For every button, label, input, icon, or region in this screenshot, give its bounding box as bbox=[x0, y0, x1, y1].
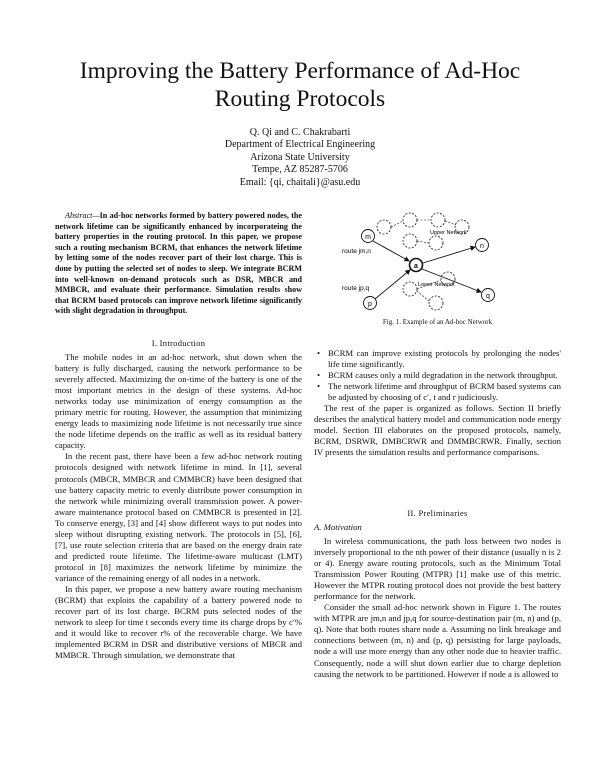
label-node-a: a bbox=[414, 263, 418, 270]
upper-node bbox=[429, 236, 443, 250]
label-node-p: p bbox=[368, 301, 372, 308]
label-node-m: m bbox=[365, 234, 371, 241]
organization-paragraph: The rest of the paper is organized as follows. Section II briefly describes the analytical battery model and communication node energy model. Section III elaborates on the proposed protocols, namely, BCRM, DSRWR, DMBCRWR and DMMBCRWR. Finally, section IV presents the simulation results and performance comparisons. bbox=[314, 403, 561, 458]
motivation-body bbox=[314, 536, 561, 680]
upper-node bbox=[403, 213, 417, 227]
label-upper-network: Upper Network bbox=[430, 230, 467, 236]
subsection-heading-motivation: A. Motivation bbox=[314, 522, 362, 532]
figure-adhoc-network bbox=[340, 211, 520, 317]
bullet-text: BCRM causes only a mild degradation in the network throughput. bbox=[328, 370, 558, 381]
bullet-icon: • bbox=[317, 381, 321, 392]
bullet-icon: • bbox=[317, 370, 321, 381]
bullet-icon: • bbox=[317, 348, 321, 358]
section-heading-introduction: I. Introduction bbox=[151, 338, 206, 348]
right-column-body bbox=[314, 348, 561, 458]
intro-paragraph: In this paper, we propose a new battery aware routing mechanism (BCRM) that exploits the capability of a battery powered node to recover part of its lost charge. BCRM puts selected nodes of the network to sleep for time t seconds every time its charge drops by c′% and it would like to recover r% of the recoverable charge. We have implemented BCRM in DSR and distributive versions of MBCR and MMBCR. Through simulation, we demonstrate that bbox=[55, 583, 302, 661]
section-heading-preliminaries: II. Preliminaries bbox=[407, 508, 468, 518]
label-route-mn: route jm,n bbox=[342, 248, 371, 255]
author-names: Q. Qi and C. Chakrabarti bbox=[249, 127, 351, 138]
abstract bbox=[55, 211, 302, 317]
title-line-2: Routing Protocols bbox=[214, 86, 386, 112]
label-node-n: n bbox=[480, 243, 484, 250]
bullet-item bbox=[314, 381, 561, 403]
label-route-pq: route jp,q bbox=[342, 285, 370, 292]
title-line-1: Improving the Battery Performance of Ad-Hoc bbox=[79, 58, 521, 84]
upper-node bbox=[431, 213, 445, 227]
lower-node bbox=[429, 296, 443, 310]
abstract-label: Abstract— bbox=[65, 211, 100, 220]
label-node-q: q bbox=[486, 293, 490, 300]
lower-node bbox=[403, 282, 417, 296]
paper-title bbox=[40, 57, 560, 113]
author-city: Tempe, AZ 85287-5706 bbox=[252, 164, 348, 176]
author-block bbox=[150, 127, 450, 189]
introduction-body bbox=[55, 352, 302, 661]
figure-caption: Fig. 1. Example of an Ad-hoc Network bbox=[382, 318, 493, 326]
intro-paragraph: In the recent past, there have been a few ad-hoc network routing protocols designed with network lifetime in mind. In [1], several protocols (MBCR, MMBCR and CMMBCR) have been designed that use battery capacity metric to evenly distribute power consumption in the network while minimizing overall transmission power. A power-aware maintenance protocol based on CMMBCR is presented in [2]. To conserve energy, [3] and [4] show different ways to put nodes into sleep without disrupting existing network. The protocols in [5], [6], [7], use route selection criteria that are based on the energy drain rate and predicted route lifetime. The lifetime-aware multicast (LMT) protocol in [8] maximizes the network lifetime by minimize the variance of the remaining energy of all nodes in a network. bbox=[55, 451, 302, 583]
motivation-paragraph: Consider the small ad-hoc network shown in Figure 1. The routes with MTPR are jm,n and jp,q for source-destination pair (m, n) and (p, q). Note that both routes share node a. Assuming no link breakage and connections between (m, n) and (p, q) persisting for large payloads, node a will use more energy than any other node due to heavier traffic. Consequently, node a will shut down earlier due to charge depletion causing the network to be partitioned. However if node a is allowed to bbox=[314, 602, 561, 679]
motivation-paragraph: In wireless communications, the path loss between two nodes is inversely proportional to the nth power of their distance (usually n is 2 or 4). Energy aware routing protocols, such as the Minimum Total Transmission Power Routing (MTPR) [1] make use of this metric. However the MTPR routing protocol does not provide the best battery performance for the network. bbox=[314, 536, 561, 602]
bullet-text: The network lifetime and throughput of BCRM based systems can be adjusted by choosing of c′, t and r judiciously. bbox=[328, 381, 561, 403]
author-univ: Arizona State University bbox=[250, 151, 350, 163]
network-diagram bbox=[340, 211, 520, 317]
upper-node bbox=[377, 220, 391, 234]
bullet-item bbox=[314, 370, 561, 381]
abstract-body: In ad-hoc networks formed by battery powered nodes, the network lifetime can be significantly enhanced by incorporateing the battery properties in the routing protocol. In this paper, we propose such a routing mechanism BCRM, that enhances the network lifetime by letting some of the nodes recover part of their lost charge. This is done by putting the selected set of nodes to sleep. We integrate BCRM into well-known on-demand protocols such as DSR, MBCR and MMBCR, and evaluate their performance. Simulation results show that BCRM based protocols can improve network lifetime significantly with slight degradation in throughput. bbox=[55, 211, 302, 316]
bullet-item bbox=[314, 348, 561, 370]
author-email: Email: {qi, chaitali}@asu.edu bbox=[239, 176, 361, 188]
author-dept: Department of Electrical Engineering bbox=[224, 139, 376, 151]
label-lower-network: Lower Network bbox=[418, 282, 455, 288]
bullet-text: BCRM can improve existing protocols by prolonging the nodes' life time significantly. bbox=[328, 348, 561, 370]
intro-paragraph: The mobile nodes in an ad-hoc network, shut down when the battery is fully discharged, causing the network performance to be severely affected. Maximizing the on-time of the battery is one of the most important metrics in the design of these systems. Ad-hoc networks today use minimization of energy consumption as the primary metric for routing. However, the assumption that minimizing energy leads to maximizing node lifetime is not necessarily true since the node lifetime depends on the traffic as well as its residual battery capacity. bbox=[55, 352, 302, 451]
upper-node bbox=[403, 234, 417, 248]
